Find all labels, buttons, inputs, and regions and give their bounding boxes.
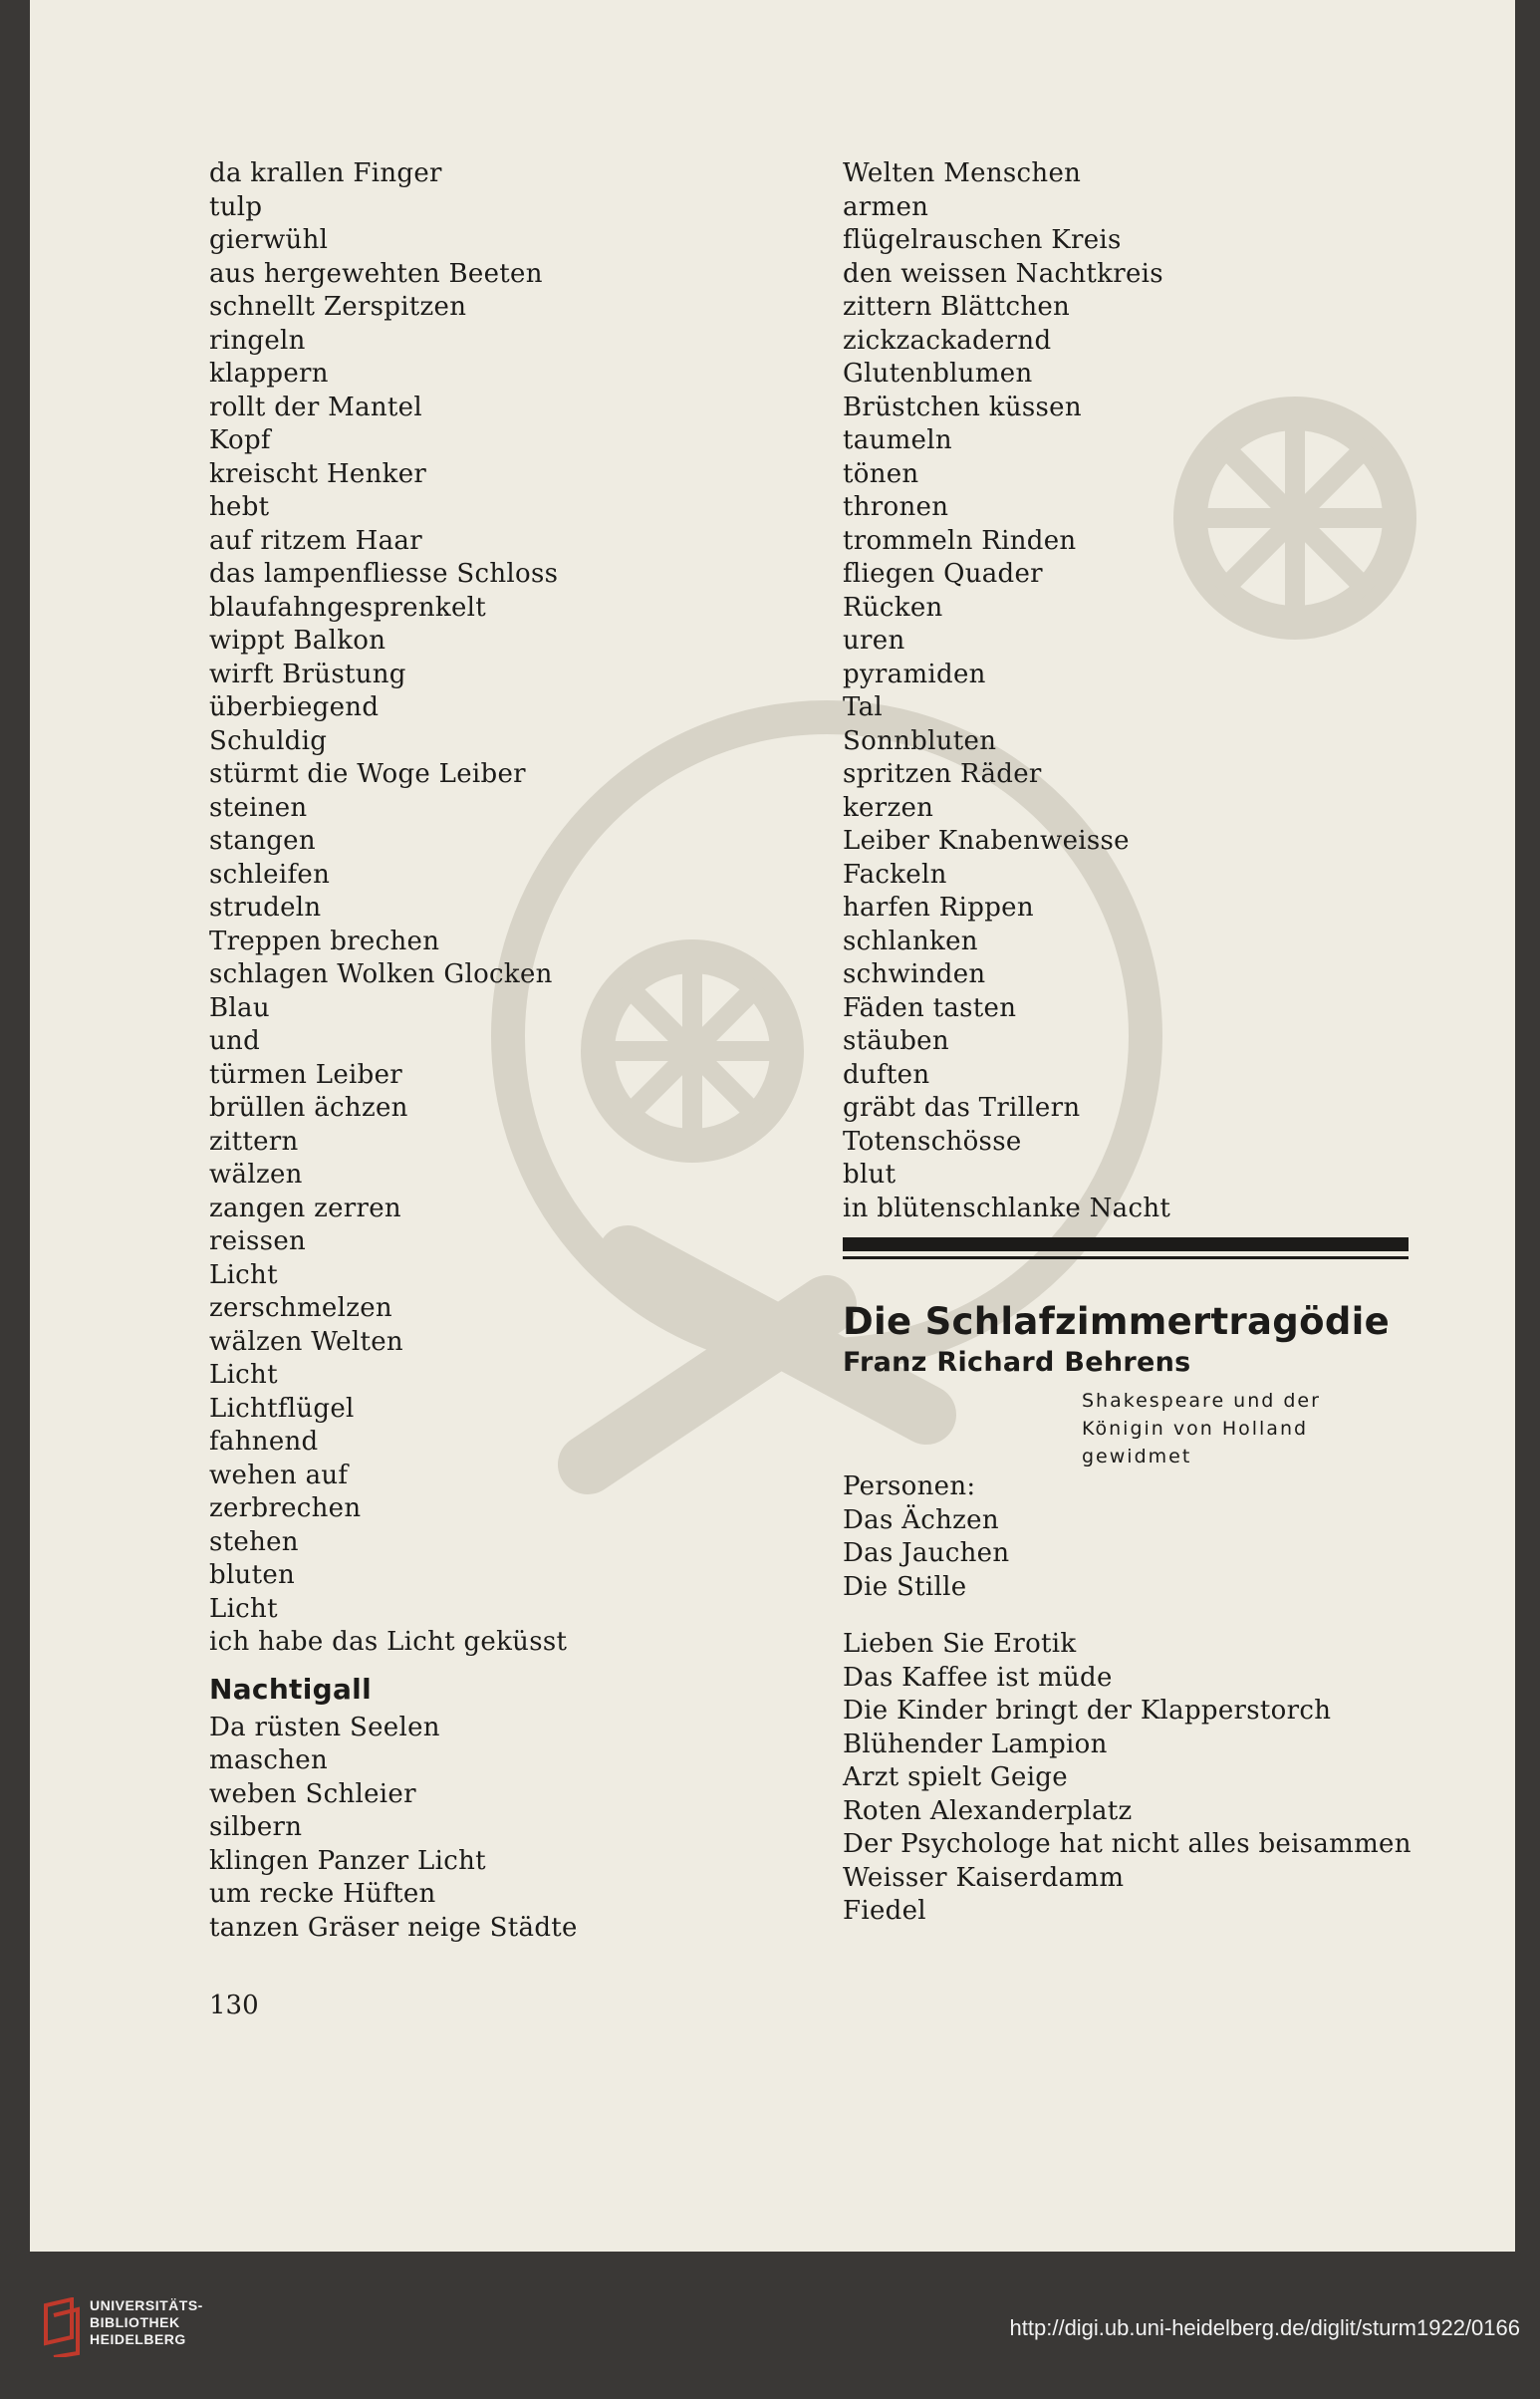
poem-line: Sonnbluten — [843, 725, 997, 756]
poem-line: um recke Hüften — [209, 1879, 436, 1909]
poem-line: brüllen ächzen — [209, 1093, 408, 1123]
dialogue-line: Das Kaffee ist müde — [843, 1662, 1113, 1693]
poem-line: blut — [843, 1160, 897, 1190]
poem-line: Glutenblumen — [843, 359, 1033, 389]
poem-line: zangen zerren — [209, 1193, 401, 1223]
poem-line: weben Schleier — [209, 1778, 416, 1809]
poem-title-nachtigall: Nachtigall — [209, 1672, 372, 1706]
poem-line: Welten Menschen — [843, 158, 1082, 188]
poem-line: Blau — [209, 992, 270, 1023]
poem-line: zerbrechen — [209, 1493, 362, 1523]
poem-line: strudeln — [209, 893, 322, 923]
poem-line: da krallen Finger — [209, 158, 442, 188]
poem-line: Licht — [209, 1360, 278, 1390]
left-column — [209, 157, 767, 1945]
poem-line: Kopf — [209, 425, 271, 455]
poem-line: schwinden — [843, 959, 986, 989]
double-rule-divider — [843, 1237, 1409, 1259]
dialogue-line: Weisser Kaiserdamm — [843, 1862, 1125, 1893]
poem-line: Brüstchen küssen — [843, 392, 1082, 422]
play-title: Die Schlafzimmertragödie — [843, 1300, 1390, 1343]
footer-bar — [0, 2252, 1540, 2399]
dialogue-line: Fiedel — [843, 1896, 926, 1926]
poem-line: flügelrauschen Kreis — [843, 225, 1122, 255]
persons-heading: Personen: — [843, 1471, 976, 1501]
poem-line: zittern — [209, 1126, 299, 1157]
poem-line: Tal — [843, 692, 884, 722]
library-name-line: UNIVERSITÄTS- — [90, 2297, 203, 2313]
poem-line: auf ritzem Haar — [209, 525, 422, 556]
poem-line: wälzen Welten — [209, 1326, 403, 1357]
poem-line: hebt — [209, 492, 270, 522]
dialogue-line: Lieben Sie Erotik — [843, 1629, 1077, 1659]
poem-line: zickzackadernd — [843, 325, 1052, 356]
poem-line: das lampenfliesse Schloss — [209, 559, 559, 589]
poem-line: uren — [843, 626, 905, 656]
library-name-line: BIBLIOTHEK — [90, 2314, 180, 2330]
dedication-line: Königin von Holland — [1082, 1418, 1309, 1440]
library-name-line: HEIDELBERG — [90, 2331, 186, 2347]
poem-line: Totenschösse — [843, 1126, 1022, 1157]
poem-line: und — [209, 1026, 261, 1056]
poem-line: Fäden tasten — [843, 992, 1017, 1023]
poem-line: duften — [843, 1059, 930, 1090]
poem-line: Lichtflügel — [209, 1393, 355, 1424]
person-entry: Das Jauchen — [843, 1538, 1010, 1568]
poem-line: den weissen Nachtkreis — [843, 258, 1163, 289]
poem-line: fliegen Quader — [843, 559, 1043, 589]
poem-line: Leiber Knabenweisse — [843, 826, 1130, 856]
dedication-line: gewidmet — [1082, 1446, 1192, 1467]
play-author: Franz Richard Behrens — [843, 1347, 1191, 1378]
poem-line: stürmt die Woge Leiber — [209, 759, 526, 789]
poem-line: schnellt Zerspitzen — [209, 292, 467, 322]
dialogue-line: Der Psychologe hat nicht alles beisammen — [843, 1829, 1412, 1859]
poem-line: tanzen Gräser neige Städte — [209, 1912, 578, 1943]
poem-nachtigall-lines — [209, 1712, 767, 1946]
document-page — [30, 0, 1515, 2252]
poem-line: pyramiden — [843, 659, 986, 689]
poem-line: zittern Blättchen — [843, 292, 1071, 322]
poem-line: gierwühl — [209, 225, 329, 255]
poem-line: Da rüsten Seelen — [209, 1712, 440, 1742]
page-number: 130 — [209, 1991, 259, 2020]
person-entry: Die Stille — [843, 1571, 967, 1602]
dialogue-line: Die Kinder bringt der Klapperstorch — [843, 1696, 1332, 1726]
poem-line: rollt der Mantel — [209, 392, 422, 422]
person-entry: Das Ächzen — [843, 1504, 999, 1535]
poem-line: türmen Leiber — [209, 1059, 402, 1090]
dialogue-line: Blühender Lampion — [843, 1729, 1108, 1759]
poem-line: kerzen — [843, 792, 934, 823]
poem-line: schleifen — [209, 859, 331, 890]
poem-lines-continued — [843, 157, 1460, 1225]
poem-line: armen — [843, 191, 929, 222]
poem-line: steinen — [209, 792, 308, 823]
poem-line: fahnend — [209, 1427, 319, 1457]
poem-line: maschen — [209, 1745, 329, 1775]
dialogue-line: Roten Alexanderplatz — [843, 1795, 1133, 1826]
poem-line: wälzen — [209, 1160, 303, 1190]
poem-line: bluten — [209, 1560, 296, 1590]
poem-line: reissen — [209, 1226, 307, 1256]
scene-lines — [843, 1628, 1460, 1929]
poem-line: Licht — [209, 1593, 278, 1624]
poem-line: tulp — [209, 191, 263, 222]
poem-line: klappern — [209, 359, 329, 389]
poem-line: gräbt das Trillern — [843, 1093, 1081, 1123]
poem-line: trommeln Rinden — [843, 525, 1077, 556]
library-name — [90, 2297, 203, 2348]
poem-line: zerschmelzen — [209, 1293, 392, 1323]
poem-line: Rücken — [843, 592, 943, 623]
poem-line: thronen — [843, 492, 949, 522]
persons-list — [843, 1504, 1460, 1605]
poem-line: ringeln — [209, 325, 306, 356]
poem-line: kreischt Henker — [209, 458, 427, 489]
poem-line: stehen — [209, 1526, 299, 1557]
poem-line: stäuben — [843, 1026, 949, 1056]
poem-line: schlanken — [843, 926, 978, 956]
dedication-line: Shakespeare und der — [1082, 1390, 1321, 1412]
poem-line: Fackeln — [843, 859, 947, 890]
poem-line: silbern — [209, 1812, 303, 1842]
poem-line: taumeln — [843, 425, 952, 455]
poem-line: wirft Brüstung — [209, 659, 406, 689]
dialogue-line: Arzt spielt Geige — [843, 1762, 1068, 1792]
poem-line: spritzen Räder — [843, 759, 1042, 789]
poem-line: stangen — [209, 826, 316, 856]
poem-line: wippt Balkon — [209, 626, 386, 656]
poem-line: Schuldig — [209, 725, 328, 756]
library-emblem-icon — [42, 2297, 82, 2357]
poem-line: Licht — [209, 1259, 278, 1290]
poem-line: klingen Panzer Licht — [209, 1845, 486, 1876]
poem-line: Treppen brechen — [209, 926, 440, 956]
poem-line: wehen auf — [209, 1460, 349, 1490]
poem-line: blaufahngesprenkelt — [209, 592, 487, 623]
poem-line: aus hergewehten Beeten — [209, 258, 543, 289]
library-logo — [42, 2297, 341, 2357]
right-column — [843, 157, 1460, 1929]
poem-line: in blütenschlanke Nacht — [843, 1193, 1171, 1223]
poem-line: harfen Rippen — [843, 893, 1034, 923]
poem-line: überbiegend — [209, 692, 380, 722]
poem-line: schlagen Wolken Glocken — [209, 959, 553, 989]
poem-line: ich habe das Licht geküsst — [209, 1627, 568, 1657]
poem-lines — [209, 157, 767, 1660]
dedication — [1082, 1387, 1460, 1470]
source-url[interactable]: http://digi.ub.uni-heidelberg.de/diglit/sturm1922/0166 — [1009, 2315, 1520, 2340]
poem-line: tönen — [843, 458, 919, 489]
